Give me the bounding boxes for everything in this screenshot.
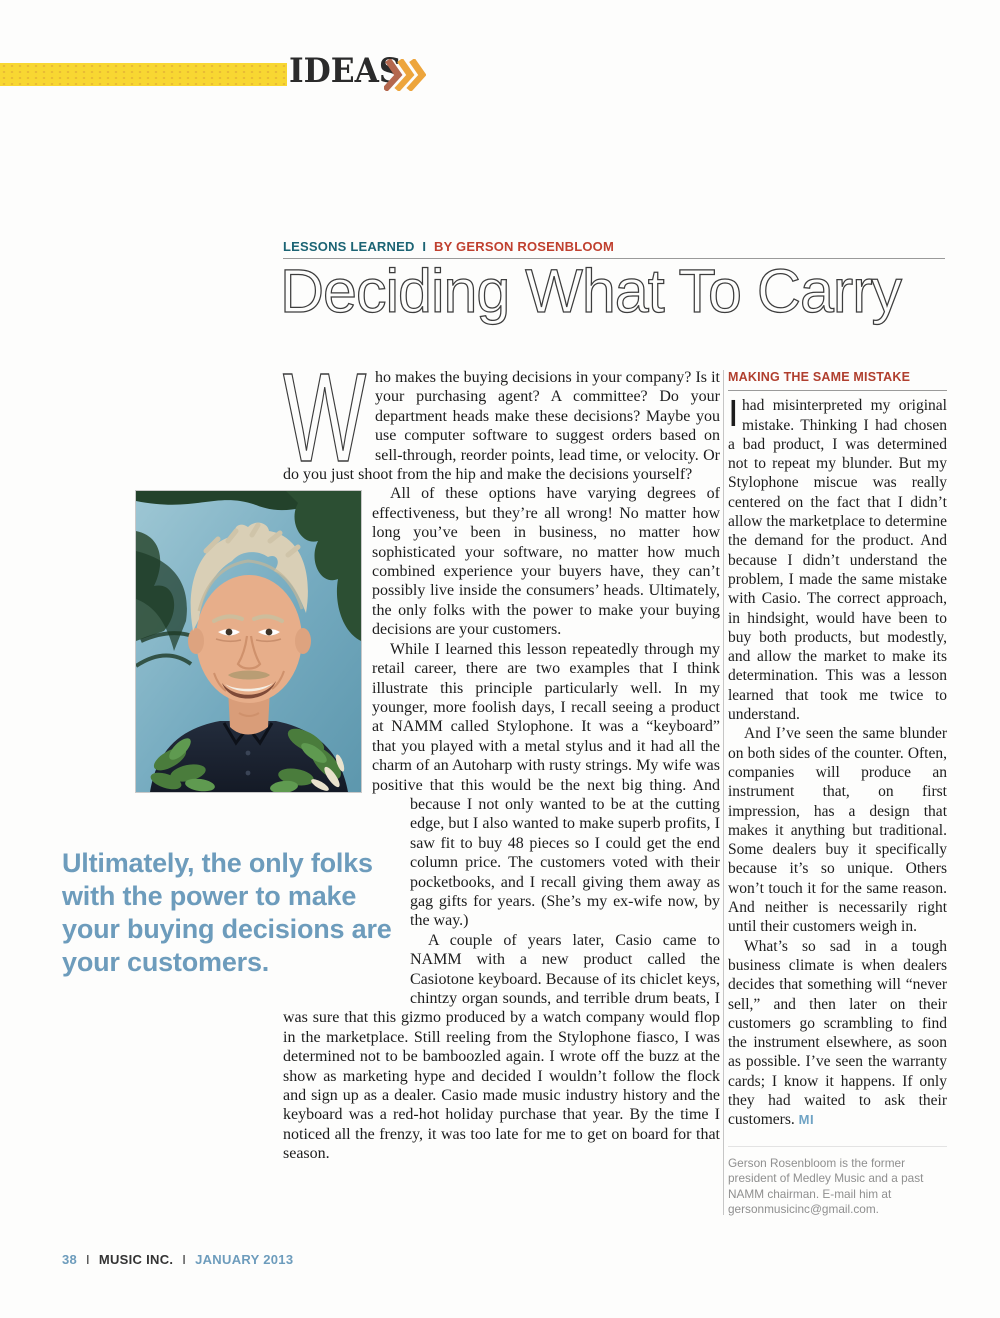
- pull-quote-text: Ultimately, the only folks with the power to make your buying decisions are your customers.: [62, 848, 392, 978]
- footer-separator: I: [182, 1252, 187, 1267]
- sidebar-heading: MAKING THE SAME MISTAKE: [728, 368, 947, 391]
- magazine-name: MUSIC INC.: [98, 1252, 174, 1267]
- article-paragraph: While I learned this lesson repeatedly through my retail career, there are two examples that I think illustrate this principle particularly well. In my younger, more foolish days, I recall seeing a product at NAMM called Stylophone. It was a “keyboard” that you played with a metal stylus and it had all the charm of an Autoharp with rusty strings. My wife was positive that this would be the next big thing. And because I not only wanted to be at the cutting edge, but I also wanted to make superb profits, I saw fit to buy 48 pieces so I could get the end column price. The customers voted with their pocketbooks, and I recall giving them away as gag gifts for years. (She’s my ex-wife now, by the way.): [372, 640, 720, 930]
- author-portrait-photo: [135, 490, 362, 793]
- column-divider: [723, 370, 724, 1215]
- page-number: 38: [62, 1252, 78, 1267]
- issue-date: JANUARY 2013: [195, 1252, 294, 1267]
- article-headline: Deciding What To Carry: [280, 257, 902, 325]
- article-paragraph: All of these options have varying degrees of effectiveness, but they’re all wrong! No matter how long you’ve been in business, no matter how sophisticated your software, no matter how much combined experience your buyers have, they can’t possibly live inside the consumers’ heads. Ultimately, the only folks with the power to make your buying decisions are your customers.: [372, 485, 720, 639]
- dropcap: I: [728, 394, 739, 436]
- sidebar-paragraph: [728, 937, 947, 1130]
- sidebar-paragraph: [728, 396, 947, 724]
- article-paragraph: [283, 347, 720, 488]
- footer-separator: I: [85, 1252, 90, 1267]
- kicker-byline: BY GERSON ROSENBLOOM: [434, 239, 615, 254]
- article-paragraph: A couple of years later, Casio came to NAMM with a new product called the Casiotone keyboard. Because of its chiclet keys, chintzy organ sounds, and terrible drum beats, I was sure that this gizmo produced by a watch company would flop in the marketplace. Still reeling from the Stylophone fiasco, I was determined not to be bamboozled again. I wrote off the buzz at the show as marketing hype and decided I wouldn’t follow the flock and sign up as a dealer. Casio made music industry history and the keyboard was a red-hot holiday purchase that year. By the time I noticed all the frenzy, it was too late for me to get on board for that season.: [283, 931, 720, 1163]
- article-body: [62, 347, 720, 1164]
- dropcap: W: [283, 347, 367, 488]
- sidebar-paragraph: And I’ve seen the same blunder on both sides of the counter. Often, companies will produce an instrument that, on first impression, has a design that makes it anything but traditional. Some dealers buy it specifically because it’s so unique. Others won’t touch it for the same reason. And neither is necessarily right until their customers weigh in.: [728, 725, 947, 936]
- pull-quote-block: [62, 797, 410, 1003]
- sidebar-column: [728, 368, 947, 1218]
- kicker-column-name: LESSONS LEARNED: [283, 239, 415, 254]
- paragraph-text: had misinterpreted my original mistake. Thinking I had chosen a bad product, I was determined not to repeat my blunder. But my Stylophone miscue was really centered on the fact that I didn’t allow the marketplace to determine the demand for the product. And because I didn’t understand the problem, I made the same mistake with Casio. The correct approach, in hindsight, would have been to buy both products, but modestly, and allow the market to make its determination. This was a lesson learned that took me twice to understand.: [728, 397, 947, 724]
- section-title: IDEAS: [289, 51, 402, 91]
- section-banner-bar: [0, 63, 287, 86]
- paragraph-text: ho makes the buying decisions in your company? Is it your purchasing agent? A committee? Do your department heads make these decisions? Maybe you use computer software to suggest orders based on sell-through, reorder points, lead time, or velocity. Or do you just shoot from the hip and make the decisions yourself?: [283, 369, 720, 484]
- paragraph-text: What’s so sad in a tough business climate is when dealers decides that something will “never sell,” and then later on their customers go scrambling to find the instrument elsewhere, as soon as possible. I’ve seen the warranty cards; I know it happens. If only they had waited to ask their customers.: [728, 937, 947, 1129]
- page-footer: [62, 1252, 293, 1267]
- end-mark: MI: [798, 1112, 815, 1128]
- chevrons-icon: [384, 59, 426, 96]
- kicker: [283, 239, 945, 259]
- author-bio: Gerson Rosenbloom is the former president of Medley Music and a past NAMM chairman. E-mail him at gersonmusicinc@gmail.com.: [728, 1146, 947, 1218]
- kicker-separator: I: [422, 239, 427, 254]
